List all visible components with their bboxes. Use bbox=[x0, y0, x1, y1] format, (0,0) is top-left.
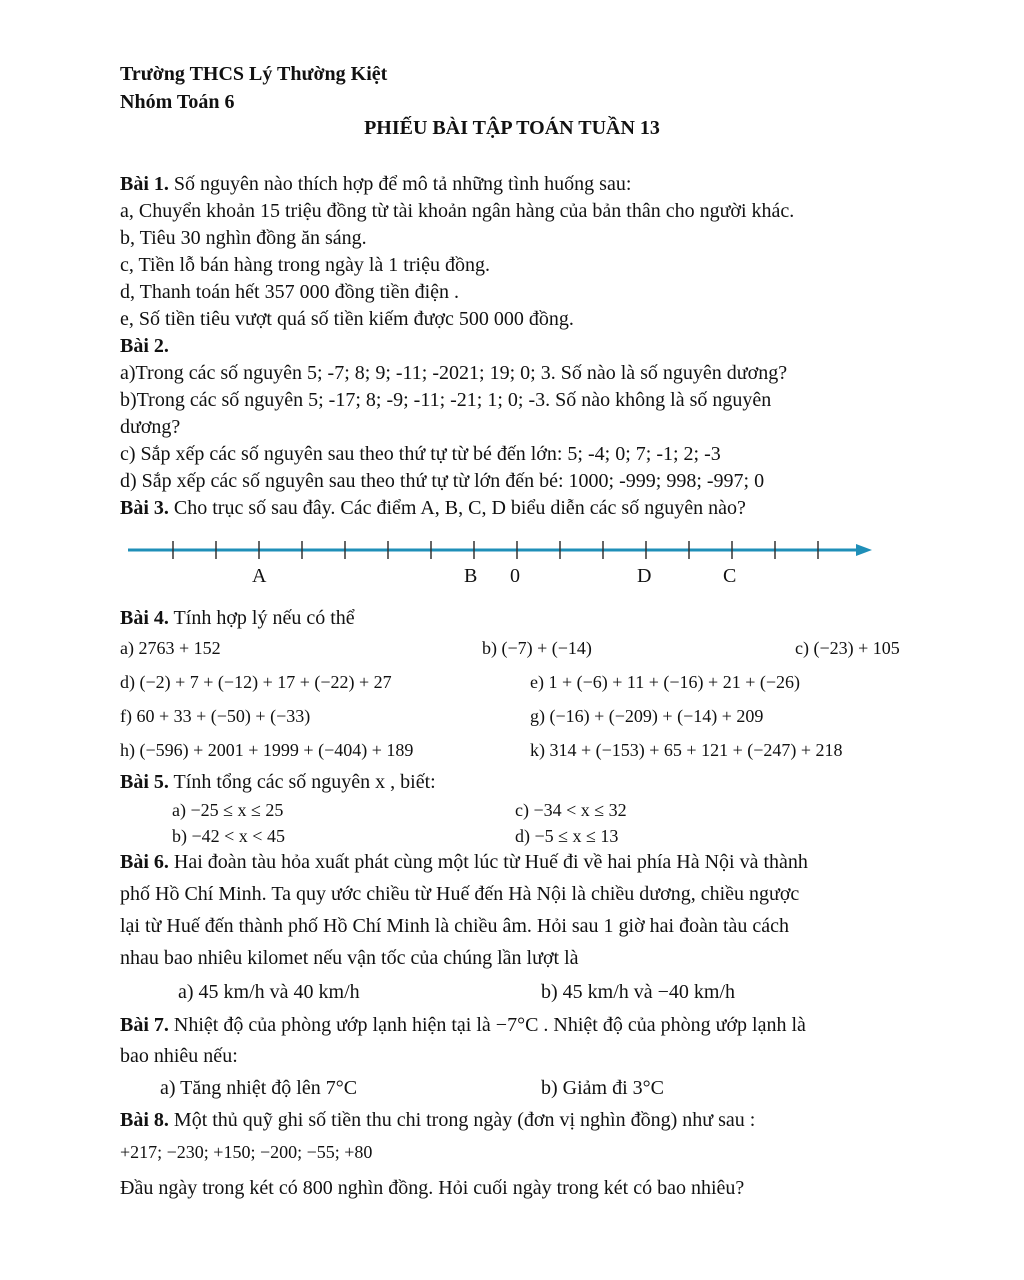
bai7-item-a: a) Tăng nhiệt độ lên 7°C bbox=[160, 1077, 358, 1099]
bai6-line-1 bbox=[120, 850, 808, 874]
bai8-line-1 bbox=[120, 1108, 755, 1132]
bai6-line-3: lại từ Huế đến thành phố Hồ Chí Minh là chiều âm. Hỏi sau 1 giờ hai đoàn tàu cách bbox=[120, 915, 790, 937]
bai2-item-b: b)Trong các số nguyên 5; -17; 8; -9; -11; -21; 1; 0; -3. Số nào không là số nguyên bbox=[120, 389, 772, 411]
bai4-item-g: g) (−16) + (−209) + (−14) + 209 bbox=[530, 706, 764, 726]
bai6-label: Bài 6. bbox=[120, 851, 169, 873]
bai4-item-c: c) (−23) + 105 bbox=[795, 638, 900, 658]
bai1-item-a: a, Chuyển khoản 15 triệu đồng từ tài khoản ngân hàng của bản thân cho người khác. bbox=[120, 200, 795, 222]
number-line-svg bbox=[120, 534, 890, 594]
bai4-item-e: e) 1 + (−6) + 11 + (−16) + 21 + (−26) bbox=[530, 672, 800, 692]
bai4-item-f: f) 60 + 33 + (−50) + (−33) bbox=[120, 706, 311, 726]
bai4-item-b: b) (−7) + (−14) bbox=[482, 638, 592, 658]
bai3-label: Bài 3. bbox=[120, 497, 169, 519]
bai5-item-c: c) −34 < x ≤ 32 bbox=[515, 800, 627, 820]
bai4-item-a: a) 2763 + 152 bbox=[120, 638, 221, 658]
bai2-item-b-cont: dương? bbox=[120, 416, 181, 438]
origin-label: 0 bbox=[510, 565, 520, 587]
bai3-prompt: Cho trục số sau đây. Các điểm A, B, C, D biểu diễn các số nguyên nào? bbox=[173, 497, 746, 519]
bai4-item-h: h) (−596) + 2001 + 1999 + (−404) + 189 bbox=[120, 740, 414, 760]
bai6-text-1: Hai đoàn tàu hỏa xuất phát cùng một lúc từ Huế đi về hai phía Hà Nội và thành bbox=[173, 851, 808, 873]
bai1-label: Bài 1. bbox=[120, 173, 169, 195]
bai4-prompt: Tính hợp lý nếu có thể bbox=[173, 607, 355, 629]
bai8-line-3: Đầu ngày trong két có 800 nghìn đồng. Hỏi cuối ngày trong két có bao nhiêu? bbox=[120, 1177, 745, 1199]
point-d-label: D bbox=[637, 565, 652, 587]
bai7-line-1 bbox=[120, 1013, 806, 1037]
bai2-item-c: c) Sắp xếp các số nguyên sau theo thứ tự từ bé đến lớn: 5; -4; 0; 7; -1; 2; -3 bbox=[120, 443, 721, 465]
number-line bbox=[120, 534, 890, 594]
bai5-label: Bài 5. bbox=[120, 771, 169, 793]
bai1-heading bbox=[120, 172, 631, 196]
bai4-label: Bài 4. bbox=[120, 607, 169, 629]
bai7-text-1: Nhiệt độ của phòng ướp lạnh hiện tại là −7°C . Nhiệt độ của phòng ướp lạnh là bbox=[173, 1014, 806, 1036]
bai5-prompt: Tính tổng các số nguyên x , biết: bbox=[173, 771, 436, 793]
bai2-item-d: d) Sắp xếp các số nguyên sau theo thứ tự từ lớn đến bé: 1000; -999; 998; -997; 0 bbox=[120, 470, 765, 492]
school-name: Trường THCS Lý Thường Kiệt bbox=[120, 63, 388, 85]
point-a-label: A bbox=[252, 565, 267, 587]
bai5-item-a: a) −25 ≤ x ≤ 25 bbox=[172, 800, 284, 820]
bai2-item-a: a)Trong các số nguyên 5; -7; 8; 9; -11; -2021; 19; 0; 3. Số nào là số nguyên dương? bbox=[120, 362, 788, 384]
bai1-item-b: b, Tiêu 30 nghìn đồng ăn sáng. bbox=[120, 227, 367, 249]
bai4-heading bbox=[120, 606, 355, 630]
bai8-label: Bài 8. bbox=[120, 1109, 169, 1131]
bai4-item-k: k) 314 + (−153) + 65 + 121 + (−247) + 218 bbox=[530, 740, 843, 760]
bai7-item-b: b) Giảm đi 3°C bbox=[541, 1077, 664, 1099]
bai7-line-2: bao nhiêu nếu: bbox=[120, 1045, 238, 1067]
page-title: PHIẾU BÀI TẬP TOÁN TUẦN 13 bbox=[364, 117, 660, 139]
bai8-values: +217; −230; +150; −200; −55; +80 bbox=[120, 1142, 373, 1162]
bai1-item-d: d, Thanh toán hết 357 000 đồng tiền điện . bbox=[120, 281, 460, 303]
bai4-item-d: d) (−2) + 7 + (−12) + 17 + (−22) + 27 bbox=[120, 672, 392, 692]
bai1-item-c: c, Tiền lỗ bán hàng trong ngày là 1 triệu đồng. bbox=[120, 254, 490, 276]
axis-arrow-icon bbox=[856, 544, 872, 556]
bai8-text-1: Một thủ quỹ ghi số tiền thu chi trong ngày (đơn vị nghìn đồng) như sau : bbox=[173, 1109, 756, 1131]
bai6-item-a: a) 45 km/h và 40 km/h bbox=[178, 981, 360, 1003]
bai6-line-2: phố Hồ Chí Minh. Ta quy ước chiều từ Huế đến Hà Nội là chiều dương, chiều ngược bbox=[120, 883, 800, 905]
bai5-heading bbox=[120, 770, 436, 794]
group-name: Nhóm Toán 6 bbox=[120, 91, 235, 113]
bai1-prompt: Số nguyên nào thích hợp để mô tả những tình huống sau: bbox=[173, 173, 632, 195]
bai6-item-b: b) 45 km/h và −40 km/h bbox=[541, 981, 736, 1003]
bai5-item-b: b) −42 < x < 45 bbox=[172, 826, 285, 846]
point-c-label: C bbox=[723, 565, 737, 587]
bai1-item-e: e, Số tiền tiêu vượt quá số tiền kiếm được 500 000 đồng. bbox=[120, 308, 574, 330]
bai3-heading bbox=[120, 496, 746, 520]
bai7-label: Bài 7. bbox=[120, 1014, 169, 1036]
bai2-label: Bài 2. bbox=[120, 335, 169, 357]
bai6-line-4: nhau bao nhiêu kilomet nếu vận tốc của chúng lần lượt là bbox=[120, 947, 579, 969]
point-b-label: B bbox=[464, 565, 478, 587]
bai5-item-d: d) −5 ≤ x ≤ 13 bbox=[515, 826, 619, 846]
